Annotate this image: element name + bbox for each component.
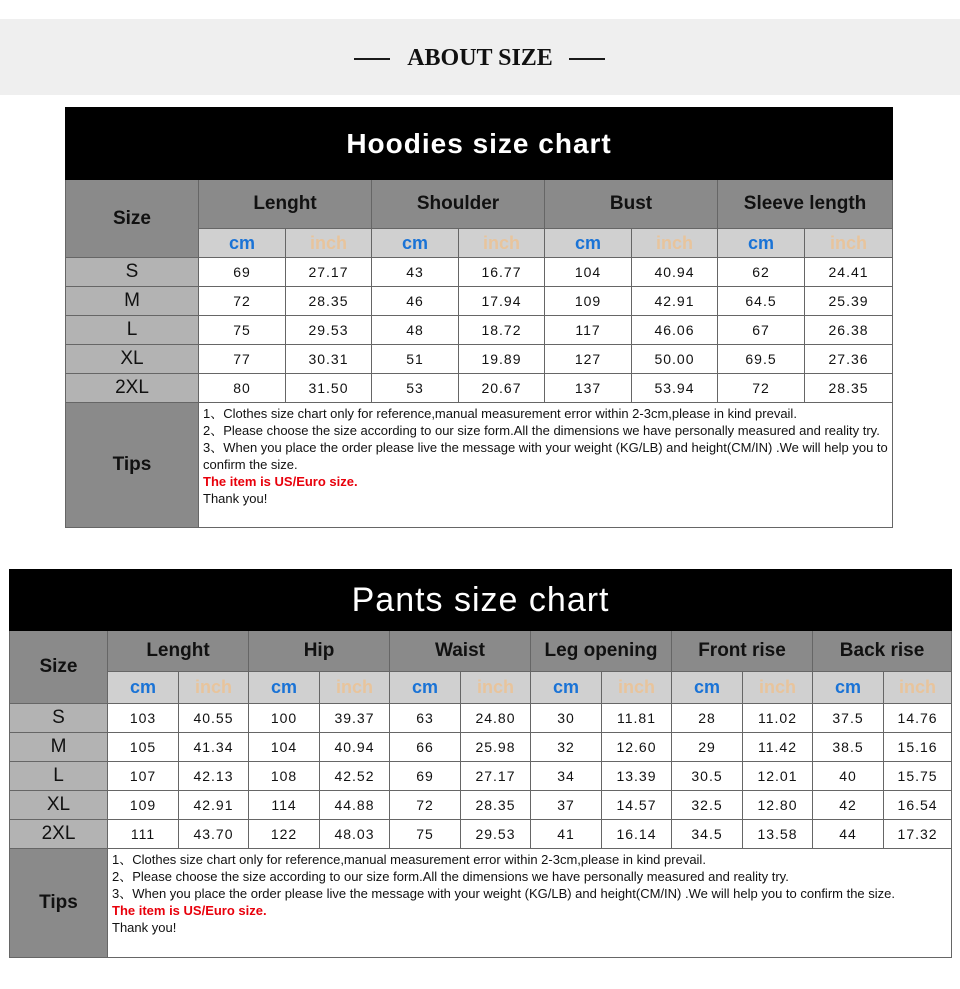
size-cell: S [66, 258, 199, 287]
size-cell: XL [66, 345, 199, 374]
banner-right-rule [569, 58, 605, 60]
tips-text [199, 403, 893, 528]
shoulder-column-header: Shoulder [372, 180, 545, 229]
value-cell: 17.32 [884, 820, 952, 849]
about-size-banner [0, 19, 960, 95]
value-cell: 117 [545, 316, 632, 345]
value-cell: 72 [199, 287, 286, 316]
value-cell: 67 [718, 316, 805, 345]
cm-unit-label: cm [199, 229, 286, 258]
value-cell: 103 [108, 704, 179, 733]
size-cell: M [66, 287, 199, 316]
value-cell: 15.75 [884, 762, 952, 791]
value-cell: 12.60 [602, 733, 672, 762]
tip-line: 1、Clothes size chart only for reference,manual measurement error within 2-3cm,please in kind prevail. [112, 852, 706, 867]
value-cell: 39.37 [320, 704, 390, 733]
value-cell: 30.31 [286, 345, 372, 374]
value-cell: 46.06 [632, 316, 718, 345]
value-cell: 29.53 [461, 820, 531, 849]
inch-unit-label: inch [743, 672, 813, 704]
value-cell: 26.38 [805, 316, 893, 345]
value-cell: 28.35 [286, 287, 372, 316]
value-cell: 114 [249, 791, 320, 820]
value-cell: 14.76 [884, 704, 952, 733]
inch-unit-label: inch [320, 672, 390, 704]
value-cell: 28.35 [461, 791, 531, 820]
tip-line: 3、When you place the order please live the message with your weight (KG/LB) and height(CM/IN) .We will help you to confirm the size. [203, 440, 888, 472]
hip-column-header: Hip [249, 631, 390, 672]
cm-unit-label: cm [108, 672, 179, 704]
tip-line: 1、Clothes size chart only for reference,manual measurement error within 2-3cm,please in kind prevail. [203, 406, 797, 421]
table-row [10, 704, 952, 733]
value-cell: 37 [531, 791, 602, 820]
value-cell: 30 [531, 704, 602, 733]
value-cell: 38.5 [813, 733, 884, 762]
back-rise-column-header: Back rise [813, 631, 952, 672]
size-column-header: Size [10, 631, 108, 704]
value-cell: 40.55 [179, 704, 249, 733]
value-cell: 111 [108, 820, 179, 849]
inch-unit-label: inch [179, 672, 249, 704]
value-cell: 72 [718, 374, 805, 403]
tip-line: 2、Please choose the size according to our size form.All the dimensions we have personally measured and reality try. [112, 869, 789, 884]
value-cell: 18.72 [459, 316, 545, 345]
value-cell: 24.80 [461, 704, 531, 733]
inch-unit-label: inch [286, 229, 372, 258]
pants-size-chart [9, 569, 952, 958]
value-cell: 64.5 [718, 287, 805, 316]
cm-unit-label: cm [531, 672, 602, 704]
value-cell: 43.70 [179, 820, 249, 849]
value-cell: 28 [672, 704, 743, 733]
value-cell: 28.35 [805, 374, 893, 403]
value-cell: 63 [390, 704, 461, 733]
size-cell: L [66, 316, 199, 345]
value-cell: 27.17 [286, 258, 372, 287]
value-cell: 16.14 [602, 820, 672, 849]
table-row [66, 287, 893, 316]
value-cell: 80 [199, 374, 286, 403]
value-cell: 29 [672, 733, 743, 762]
inch-unit-label: inch [459, 229, 545, 258]
value-cell: 69 [390, 762, 461, 791]
value-cell: 42.91 [632, 287, 718, 316]
value-cell: 66 [390, 733, 461, 762]
value-cell: 34 [531, 762, 602, 791]
value-cell: 75 [199, 316, 286, 345]
value-cell: 24.41 [805, 258, 893, 287]
value-cell: 50.00 [632, 345, 718, 374]
size-cell: M [10, 733, 108, 762]
value-cell: 29.53 [286, 316, 372, 345]
table-row [10, 733, 952, 762]
cm-unit-label: cm [672, 672, 743, 704]
size-cell: L [10, 762, 108, 791]
value-cell: 32 [531, 733, 602, 762]
value-cell: 11.02 [743, 704, 813, 733]
value-cell: 27.17 [461, 762, 531, 791]
tip-line: 3、When you place the order please live the message with your weight (KG/LB) and height(CM/IN) .We will help you to confirm the size. [112, 886, 896, 901]
value-cell: 14.57 [602, 791, 672, 820]
value-cell: 17.94 [459, 287, 545, 316]
length-column-header: Lenght [199, 180, 372, 229]
value-cell: 62 [718, 258, 805, 287]
cm-unit-label: cm [390, 672, 461, 704]
tip-line: 2、Please choose the size according to our size form.All the dimensions we have personally measured and reality try. [203, 423, 880, 438]
value-cell: 44 [813, 820, 884, 849]
cm-unit-label: cm [718, 229, 805, 258]
value-cell: 44.88 [320, 791, 390, 820]
value-cell: 42 [813, 791, 884, 820]
thank-you-text: Thank you! [112, 920, 177, 935]
value-cell: 19.89 [459, 345, 545, 374]
sleeve-length-column-header: Sleeve length [718, 180, 893, 229]
value-cell: 127 [545, 345, 632, 374]
size-cell: XL [10, 791, 108, 820]
value-cell: 25.39 [805, 287, 893, 316]
value-cell: 32.5 [672, 791, 743, 820]
value-cell: 77 [199, 345, 286, 374]
bust-column-header: Bust [545, 180, 718, 229]
table-row [66, 374, 893, 403]
value-cell: 27.36 [805, 345, 893, 374]
inch-unit-label: inch [461, 672, 531, 704]
value-cell: 105 [108, 733, 179, 762]
inch-unit-label: inch [602, 672, 672, 704]
value-cell: 72 [390, 791, 461, 820]
value-cell: 46 [372, 287, 459, 316]
leg-opening-column-header: Leg opening [531, 631, 672, 672]
value-cell: 109 [545, 287, 632, 316]
value-cell: 20.67 [459, 374, 545, 403]
value-cell: 37.5 [813, 704, 884, 733]
value-cell: 109 [108, 791, 179, 820]
value-cell: 104 [249, 733, 320, 762]
inch-unit-label: inch [632, 229, 718, 258]
table-row [66, 316, 893, 345]
tips-label: Tips [10, 849, 108, 958]
value-cell: 100 [249, 704, 320, 733]
size-notice: The item is US/Euro size. [203, 474, 358, 489]
value-cell: 108 [249, 762, 320, 791]
value-cell: 41 [531, 820, 602, 849]
inch-unit-label: inch [884, 672, 952, 704]
value-cell: 40 [813, 762, 884, 791]
table-row [66, 345, 893, 374]
value-cell: 41.34 [179, 733, 249, 762]
value-cell: 16.77 [459, 258, 545, 287]
size-column-header: Size [66, 180, 199, 258]
banner-title: ABOUT SIZE [407, 45, 553, 71]
hoodies-size-chart [65, 107, 893, 528]
value-cell: 107 [108, 762, 179, 791]
value-cell: 75 [390, 820, 461, 849]
inch-unit-label: inch [805, 229, 893, 258]
value-cell: 48 [372, 316, 459, 345]
value-cell: 42.52 [320, 762, 390, 791]
value-cell: 53.94 [632, 374, 718, 403]
value-cell: 11.81 [602, 704, 672, 733]
cm-unit-label: cm [249, 672, 320, 704]
value-cell: 13.58 [743, 820, 813, 849]
value-cell: 13.39 [602, 762, 672, 791]
size-cell: 2XL [66, 374, 199, 403]
tips-label: Tips [66, 403, 199, 528]
value-cell: 104 [545, 258, 632, 287]
tips-text [108, 849, 952, 958]
table-row [10, 762, 952, 791]
value-cell: 12.01 [743, 762, 813, 791]
cm-unit-label: cm [813, 672, 884, 704]
table-row [10, 791, 952, 820]
value-cell: 51 [372, 345, 459, 374]
value-cell: 43 [372, 258, 459, 287]
value-cell: 31.50 [286, 374, 372, 403]
thank-you-text: Thank you! [203, 491, 268, 506]
value-cell: 42.91 [179, 791, 249, 820]
value-cell: 69.5 [718, 345, 805, 374]
value-cell: 48.03 [320, 820, 390, 849]
length-column-header: Lenght [108, 631, 249, 672]
value-cell: 34.5 [672, 820, 743, 849]
size-cell: S [10, 704, 108, 733]
value-cell: 11.42 [743, 733, 813, 762]
value-cell: 53 [372, 374, 459, 403]
front-rise-column-header: Front rise [672, 631, 813, 672]
value-cell: 25.98 [461, 733, 531, 762]
cm-unit-label: cm [372, 229, 459, 258]
value-cell: 12.80 [743, 791, 813, 820]
table-row [66, 258, 893, 287]
value-cell: 15.16 [884, 733, 952, 762]
value-cell: 42.13 [179, 762, 249, 791]
size-notice: The item is US/Euro size. [112, 903, 267, 918]
value-cell: 69 [199, 258, 286, 287]
pants-chart-title: Pants size chart [10, 570, 952, 631]
value-cell: 40.94 [320, 733, 390, 762]
waist-column-header: Waist [390, 631, 531, 672]
table-row [10, 820, 952, 849]
cm-unit-label: cm [545, 229, 632, 258]
hoodies-chart-title: Hoodies size chart [66, 108, 893, 180]
value-cell: 40.94 [632, 258, 718, 287]
size-cell: 2XL [10, 820, 108, 849]
value-cell: 16.54 [884, 791, 952, 820]
value-cell: 30.5 [672, 762, 743, 791]
value-cell: 122 [249, 820, 320, 849]
value-cell: 137 [545, 374, 632, 403]
